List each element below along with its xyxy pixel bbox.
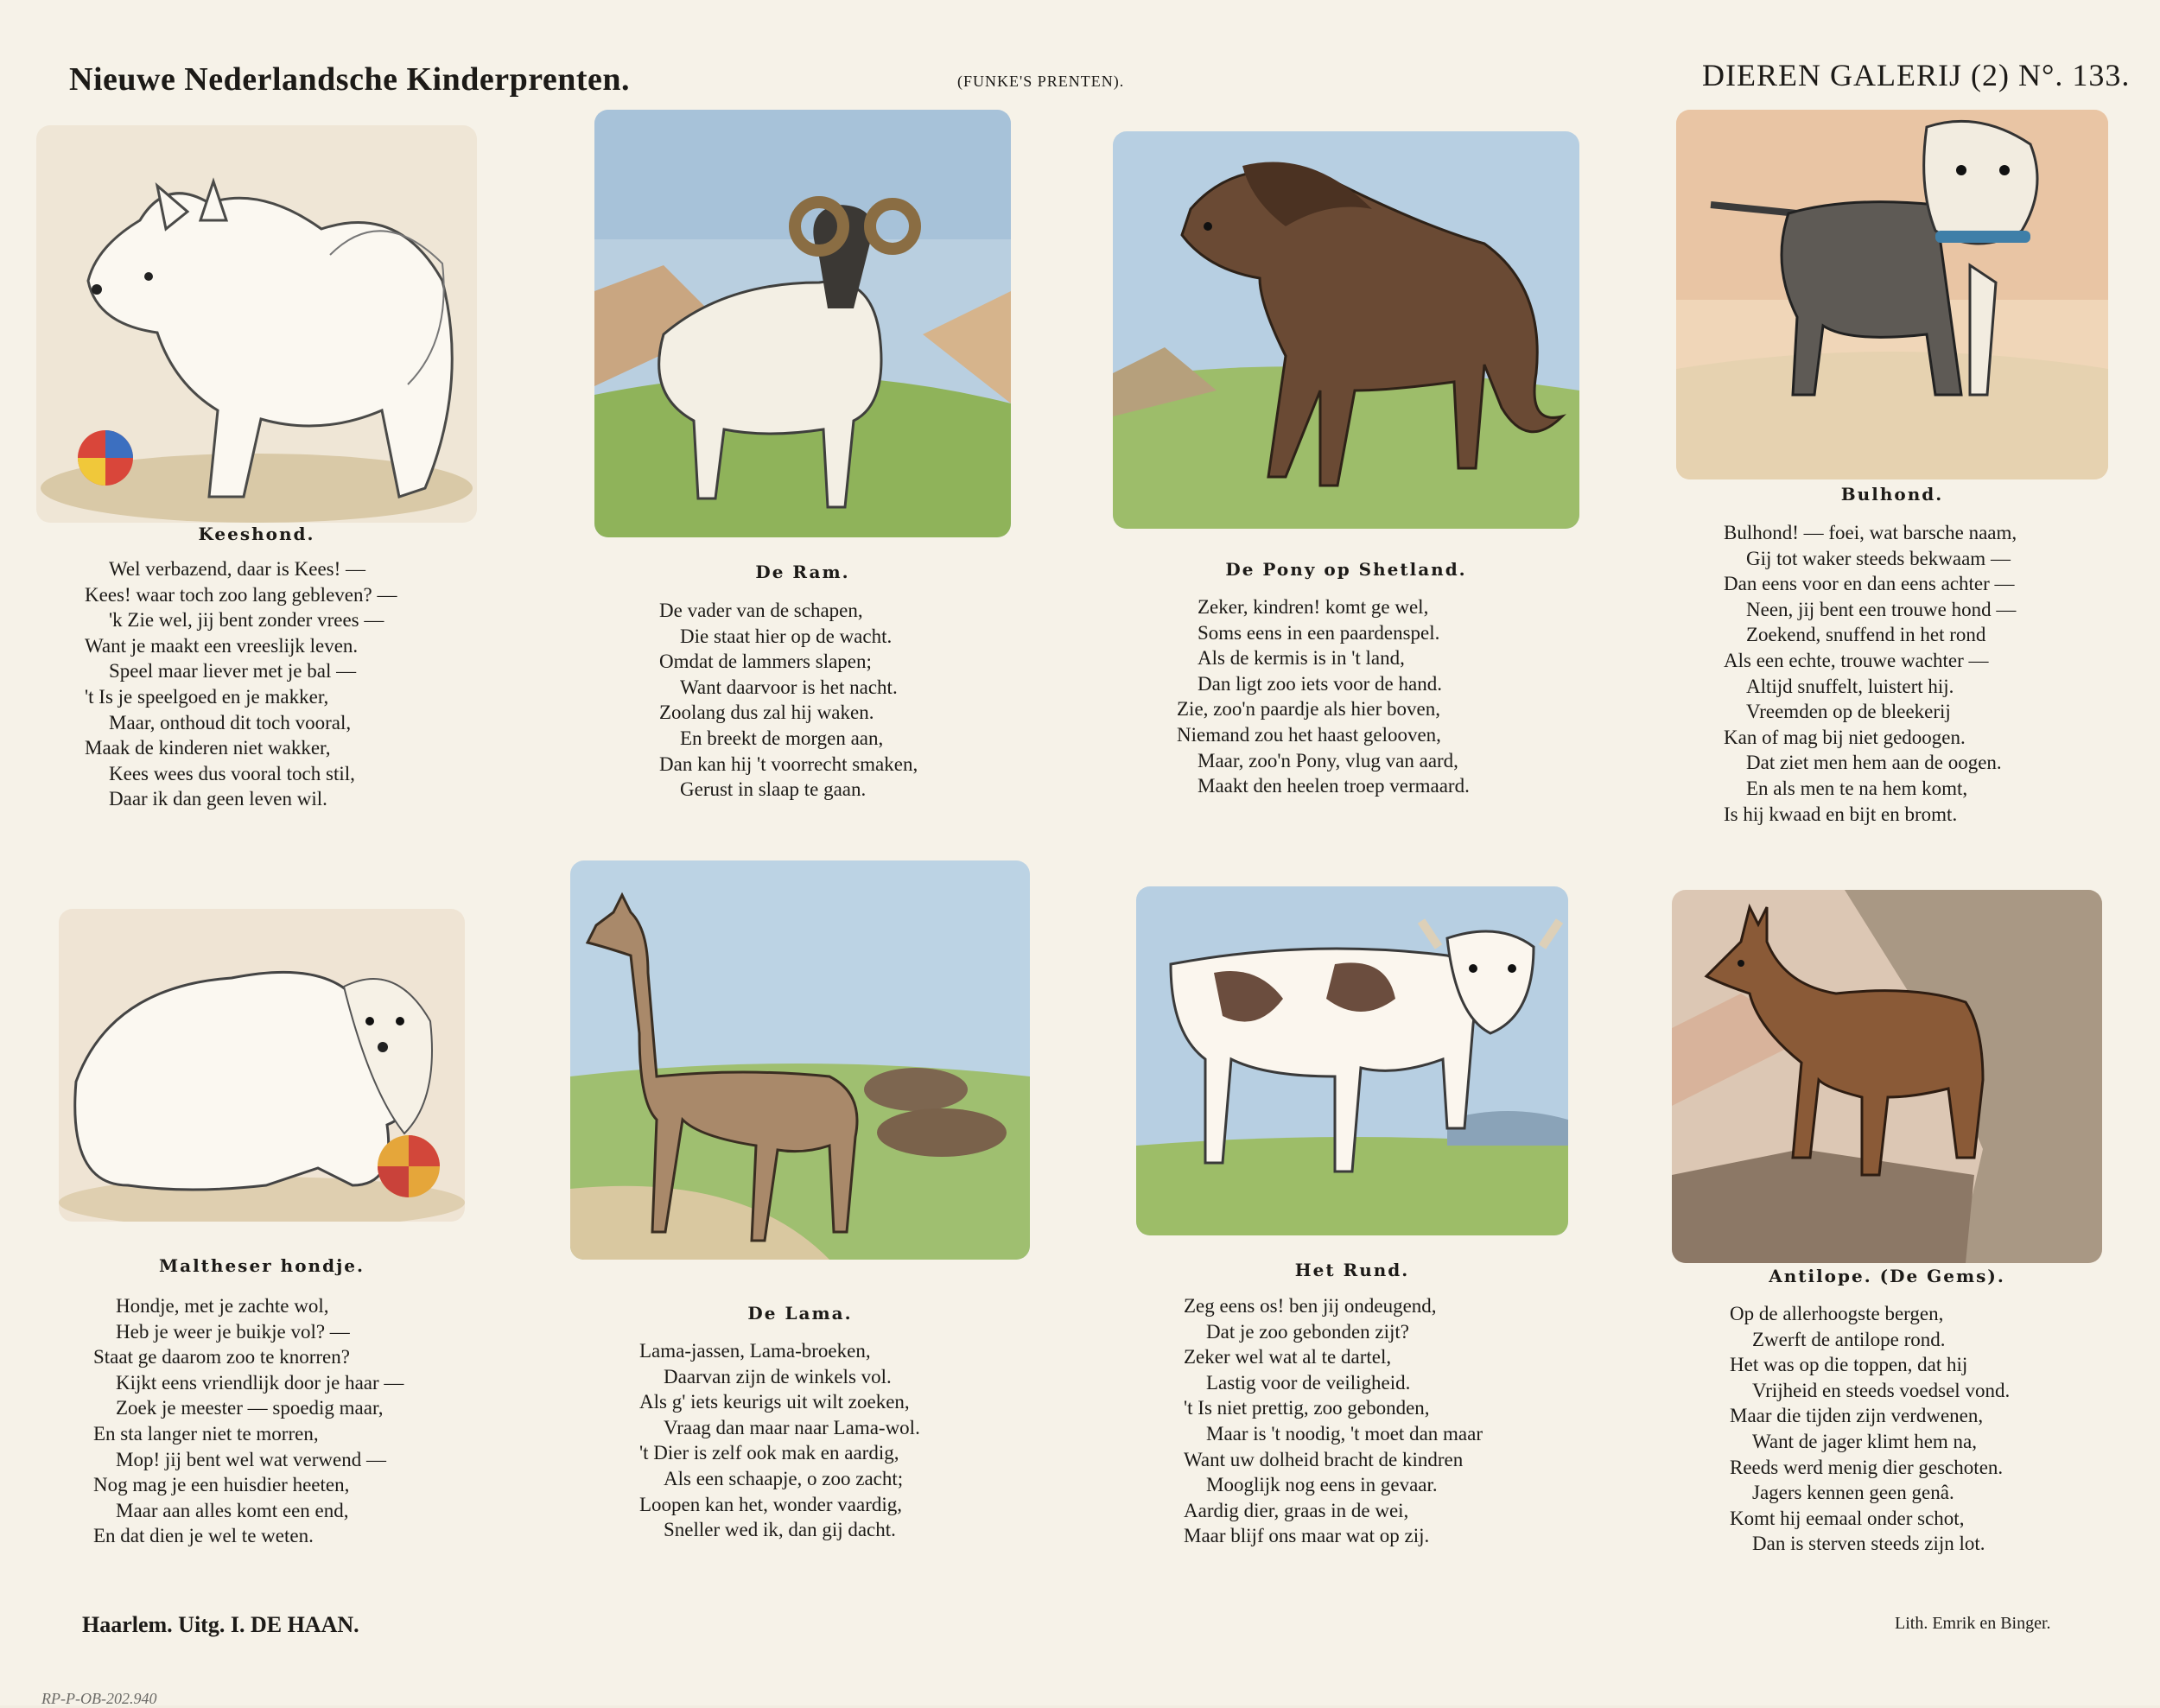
poem-line: Reeds werd menig dier geschoten. — [1730, 1456, 2004, 1478]
poem-line: Kees wees dus vooral toch stil, — [109, 762, 355, 784]
poem-line: Gij tot waker steeds bekwaam — — [1746, 547, 2011, 569]
poem-line: Neen, jij bent een trouwe hond — — [1746, 598, 2017, 620]
sheet-number: DIEREN GALERIJ (2) N°. 133. — [1702, 58, 2131, 92]
poem-line: Sneller wed ik, dan gij dacht. — [664, 1519, 896, 1541]
poem-line: Hondje, met je zachte wol, — [116, 1295, 329, 1317]
keeshond-poem — [85, 556, 397, 812]
poem-line: Mop! jij bent wel wat verwend — — [116, 1448, 386, 1470]
chamois-poem — [1730, 1301, 2010, 1557]
poem-line: Speel maar liever met je bal — — [109, 660, 357, 683]
poem-line: Kan of mag bij niet gedoogen. — [1724, 726, 1966, 748]
poem-line: Dat je zoo gebonden zijt? — [1206, 1320, 1410, 1343]
poem-line: Zeker, kindren! komt ge wel, — [1198, 596, 1429, 618]
pony-poem — [1177, 594, 1470, 799]
poem-line: Zoolang dus zal hij waken. — [659, 702, 874, 724]
poem-line: Komt hij eemaal onder schot, — [1730, 1507, 1965, 1529]
poem-line: Lastig voor de veiligheid. — [1206, 1371, 1411, 1394]
poem-line: Zeker wel wat al te dartel, — [1184, 1346, 1392, 1368]
llama-poem — [639, 1338, 920, 1543]
poem-line: Die staat hier op de wacht. — [680, 625, 893, 647]
poem-line: 't Is je speelgoed en je makker, — [85, 685, 329, 708]
poem-line: En sta langer niet te morren, — [93, 1422, 319, 1444]
bulldog-icon — [1676, 110, 2108, 479]
poem-line: Soms eens in een paardenspel. — [1198, 621, 1440, 644]
maltese-dog-icon — [59, 909, 465, 1222]
poem-line: Kees! waar toch zoo lang gebleven? — — [85, 583, 397, 606]
poem-line: 'k Zie wel, jij bent zonder vrees — — [109, 609, 384, 632]
poem-line: Staat ge daarom zoo te knorren? — [93, 1346, 350, 1368]
accession-number: RP-P-OB-202.940 — [41, 1690, 157, 1707]
poem-line: Nog mag je een huisdier heeten, — [93, 1474, 350, 1496]
poem-line: Dan ligt zoo iets voor de hand. — [1198, 672, 1442, 695]
maltese-illustration — [59, 909, 465, 1222]
keeshond-illustration — [36, 125, 477, 523]
poem-line: Maak de kinderen niet wakker, — [85, 737, 331, 759]
bulldog-caption: Bulhond. — [1840, 484, 1944, 505]
poem-line: Maar die tijden zijn verdwenen, — [1730, 1405, 1984, 1427]
poem-line: Jagers kennen geen genâ. — [1752, 1482, 1954, 1504]
poem-line: Omdat de lammers slapen; — [659, 651, 872, 673]
ram-sheep-icon — [594, 110, 1011, 537]
poem-line: Dat ziet men hem aan de oogen. — [1746, 752, 2002, 774]
poem-line: Dan kan hij 't voorrecht smaken, — [659, 752, 918, 775]
poem-line: Dan eens voor en dan eens achter — — [1724, 573, 2015, 595]
bulldog-illustration — [1676, 110, 2108, 479]
bulldog-poem — [1724, 520, 2017, 827]
poem-line: Zwerft de antilope rond. — [1752, 1328, 1946, 1350]
poem-line: Vrijheid en steeds voedsel vond. — [1752, 1379, 2011, 1401]
poem-line: Loopen kan het, wonder vaardig, — [639, 1493, 903, 1515]
poem-line: Maar, zoo'n Pony, vlug van aard, — [1198, 749, 1458, 771]
poem-line: De vader van de schapen, — [659, 600, 863, 621]
poem-line: 't Dier is zelf ook mak en aardig, — [639, 1442, 899, 1464]
cow-illustration — [1136, 886, 1568, 1235]
poem-line: Zeg eens os! ben jij ondeugend, — [1184, 1295, 1437, 1317]
poem-line: Bulhond! — foei, wat barsche naam, — [1724, 522, 2017, 543]
poem-line: En dat dien je wel te weten. — [93, 1525, 314, 1547]
sheet-title: Nieuwe Nederlandsche Kinderprenten. — [69, 61, 631, 98]
poem-line: Gerust in slaap te gaan. — [680, 778, 867, 801]
poem-line: Als een echte, trouwe wachter — — [1724, 649, 1989, 671]
poem-line: Op de allerhoogste bergen, — [1730, 1303, 1944, 1324]
poem-line: Maakt den heelen troep vermaard. — [1198, 775, 1470, 797]
poem-line: Als de kermis is in 't land, — [1198, 647, 1405, 670]
llama-icon — [570, 860, 1030, 1260]
shetland-pony-icon — [1113, 131, 1579, 529]
maltese-poem — [93, 1293, 403, 1549]
poem-line: Maar aan alles komt een end, — [116, 1499, 349, 1521]
chamois-icon — [1672, 890, 2102, 1263]
poem-line: Lama-jassen, Lama-broeken, — [639, 1340, 871, 1362]
white-spitz-dog-icon — [36, 125, 477, 523]
llama-caption: De Lama. — [747, 1303, 853, 1324]
poem-line: 't Is niet prettig, zoo gebonden, — [1184, 1397, 1430, 1419]
cow-caption: Het Rund. — [1294, 1260, 1410, 1280]
poem-line: Maar, onthoud dit toch vooral, — [109, 711, 352, 733]
lithographer-imprint: Lith. Emrik en Binger. — [1895, 1614, 2051, 1633]
keeshond-caption: Keeshond. — [198, 524, 315, 544]
pony-caption: De Pony op Shetland. — [1225, 559, 1467, 580]
poem-line: Mooglijk nog eens in gevaar. — [1206, 1474, 1438, 1496]
poem-line: Zoek je meester — spoedig maar, — [116, 1397, 384, 1419]
ram-illustration — [594, 110, 1011, 537]
poem-line: Want uw dolheid bracht de kindren — [1184, 1448, 1464, 1470]
poem-line: En breekt de morgen aan, — [680, 727, 884, 749]
poem-line: Niemand zou het haast gelooven, — [1177, 723, 1441, 746]
llama-illustration — [570, 860, 1030, 1260]
cow-icon — [1136, 886, 1568, 1235]
poem-line: Als g' iets keurigs uit wilt zoeken, — [639, 1391, 910, 1413]
poem-line: Altijd snuffelt, luistert hij. — [1746, 675, 1954, 697]
ram-poem — [659, 598, 918, 803]
poem-line: Aardig dier, graas in de wei, — [1184, 1499, 1409, 1521]
poem-line: Maar is 't noodig, 't moet dan maar — [1206, 1422, 1483, 1444]
poem-line: Maar blijf ons maar wat op zij. — [1184, 1525, 1430, 1547]
poem-line: Daarvan zijn de winkels vol. — [664, 1365, 892, 1387]
maltese-caption: Maltheser hondje. — [158, 1255, 365, 1276]
poem-line: Vraag dan maar naar Lama-wol. — [664, 1416, 920, 1438]
poem-line: Heb je weer je buikje vol? — — [116, 1320, 350, 1343]
poem-line: Daar ik dan geen leven wil. — [109, 788, 327, 810]
poem-line: Kijkt eens vriendlijk door je haar — — [116, 1371, 404, 1394]
pony-illustration — [1113, 131, 1579, 529]
poem-line: Want de jager klimt hem na, — [1752, 1430, 1978, 1452]
chamois-illustration — [1672, 890, 2102, 1263]
poem-line: Vreemden op de bleekerij — [1746, 701, 1951, 723]
poem-line: Zoekend, snuffend in het rond — [1746, 624, 1986, 646]
poem-line: En als men te na hem komt, — [1746, 777, 1968, 799]
poem-line: Wel verbazend, daar is Kees! — — [109, 558, 366, 580]
poem-line: Want je maakt een vreeslijk leven. — [85, 634, 359, 657]
ram-caption: De Ram. — [755, 562, 850, 582]
poem-line: Is hij kwaad en bijt en bromt. — [1724, 803, 1958, 825]
poem-line: Dan is sterven steeds zijn lot. — [1752, 1533, 1985, 1555]
series-name: (FUNKE'S PRENTEN). — [957, 73, 1125, 90]
cow-poem — [1184, 1293, 1483, 1549]
chamois-caption: Antilope. (De Gems). — [1769, 1266, 2005, 1286]
publisher-imprint: Haarlem. Uitg. I. DE HAAN. — [82, 1612, 359, 1637]
poem-line: Want daarvoor is het nacht. — [680, 676, 898, 698]
poem-line: Het was op die toppen, dat hij — [1730, 1354, 1968, 1376]
poem-line: Als een schaapje, o zoo zacht; — [664, 1467, 904, 1489]
poem-line: Zie, zoo'n paardje als hier boven, — [1177, 698, 1440, 721]
